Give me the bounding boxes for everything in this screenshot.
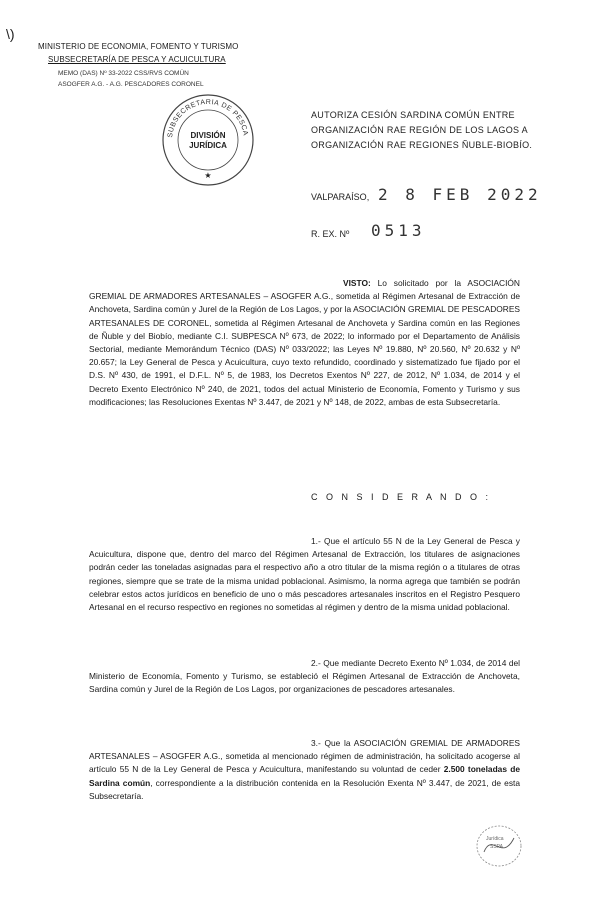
considerando-paragraph-3 bbox=[89, 737, 520, 803]
visto-label: VISTO: bbox=[343, 278, 371, 288]
visto-paragraph bbox=[89, 277, 520, 409]
considerando-paragraph-1: 1.- Que el artículo 55 N de la Ley General de Pesca y Acuicultura, dispone que, dentro del marco del Régimen Artesanal de Extracción, los titulares de asignaciones podrán ceder las toneladas asignadas para el respectivo año a otro titular de la misma región o a titulares de otras regiones, siempre que se trate de la misma unidad poblacional. Asimismo, la norma agrega que también se podrán celebrar estos actos jurídicos en beneficio de uno o más pescadores artesanales inscritos en el Registro Pesquero Artesanal en el recurso respectivo en regiones no sometidas al régimen y dentro de la misma unidad poblacional. bbox=[89, 536, 520, 613]
initials-stamp bbox=[474, 822, 524, 870]
resolution-title bbox=[311, 108, 581, 153]
p3-text-pre: 3.- Que la ASOCIACIÓN GREMIAL DE ARMADORES ARTESANALES – ASOGFER A.G., sometida al mencionado régimen de administración, ha solicitado acogerse al artículo 55 N de la Ley General de Pesca y Acuicultura, manifestando su voluntad de ceder bbox=[89, 738, 520, 775]
parties-reference: ASOGFER A.G. - A.G. PESCADORES CORONEL bbox=[58, 81, 204, 88]
rex-label: R. EX. Nº bbox=[311, 229, 350, 239]
seal-center-line2: JURÍDICA bbox=[189, 141, 227, 150]
seal-ring-text: SUBSECRETARIA DE PESCA bbox=[167, 98, 249, 139]
considerando-paragraph-2: 2.- Que mediante Decreto Exento Nº 1.034, de 2014 del Ministerio de Economía, Fomento y Turismo, se estableció el Régimen Artesanal de Extracción de Anchoveta, Sardina común y Jurel de la Región de Los Lagos, por organizaciones de pescadores artesanales. bbox=[89, 658, 520, 695]
title-line-2: ORGANIZACIÓN RAE REGIÓN DE LOS LAGOS A bbox=[311, 125, 528, 135]
title-line-3: ORGANIZACIÓN RAE REGIONES ÑUBLE-BIOBÍO. bbox=[311, 140, 533, 150]
rex-number: 0513 bbox=[371, 221, 426, 240]
division-juridica-seal bbox=[160, 92, 256, 188]
initials-stamp-line1: Jurídica bbox=[486, 836, 504, 842]
seal-star-icon: ★ bbox=[204, 171, 212, 180]
seal-center-line1: DIVISIÓN bbox=[190, 131, 226, 140]
ministry-name: MINISTERIO DE ECONOMIA, FOMENTO Y TURISMO bbox=[38, 42, 239, 51]
title-line-1: AUTORIZA CESIÓN SARDINA COMÚN ENTRE bbox=[311, 110, 515, 120]
p3-text-post: , correspondiente a la distribución contenida en la Resolución Exenta Nº 3.447, de 2021, de esta Subsecretaría. bbox=[89, 777, 520, 801]
p3-bold-quantity: 2.500 toneladas de Sardina común bbox=[89, 764, 520, 788]
corner-mark: \) bbox=[6, 26, 15, 42]
place-label: VALPARAÍSO, bbox=[311, 192, 370, 202]
initials-stamp-line2: SSPA bbox=[490, 844, 503, 850]
visto-text: Lo solicitado por la ASOCIACIÓN GREMIAL DE ARMADORES ARTESANALES – ASOGFER A.G., sometida al Régimen Artesanal de Extracción de Anchoveta, Sardina común y Jurel de la Región de Los Lagos, y por la ASOCIACIÓN GREMIAL DE PESCADORES ARTESANALES DE CORONEL, sometida al Régimen Artesanal de Anchoveta y Sardina común en las Regiones de Ñuble y del Biobío, mediante C.I. SUBPESCA Nº 673, de 2022; lo informado por el Departamento de Análisis Sectorial, mediante Memorándum Técnico (DAS) Nº 033/2022; las Leyes Nº 19.880, Nº 20.560, Nº 20.632 y Nº 20.657; la Ley General de Pesca y Acuicultura, cuyo texto refundido, coordinado y sistematizado fue fijado por el D.S. Nº 430, de 1991, el D.F.L. Nº 5, de 1983, los Decretos Exentos Nº 227, de 2012, Nº 1.034, de 2014 y el Decreto Exento Electrónico Nº 240, de 2021, todos del actual Ministerio de Economía, Fomento y Turismo y sus modificaciones; las Resoluciones Exentas Nº 3.447, de 2021 y Nº 148, de 2022, ambas de esta Subsecretaría. bbox=[89, 278, 520, 407]
memo-reference: MEMO (DAS) Nº 33-2022 CSS/RVS COMÚN bbox=[58, 70, 189, 77]
considerando-heading: C O N S I D E R A N D O : bbox=[311, 492, 492, 502]
undersecretariat-name: SUBSECRETARÍA DE PESCA Y ACUICULTURA bbox=[48, 55, 226, 64]
date-stamp: 2 8 FEB 2022 bbox=[378, 185, 542, 204]
